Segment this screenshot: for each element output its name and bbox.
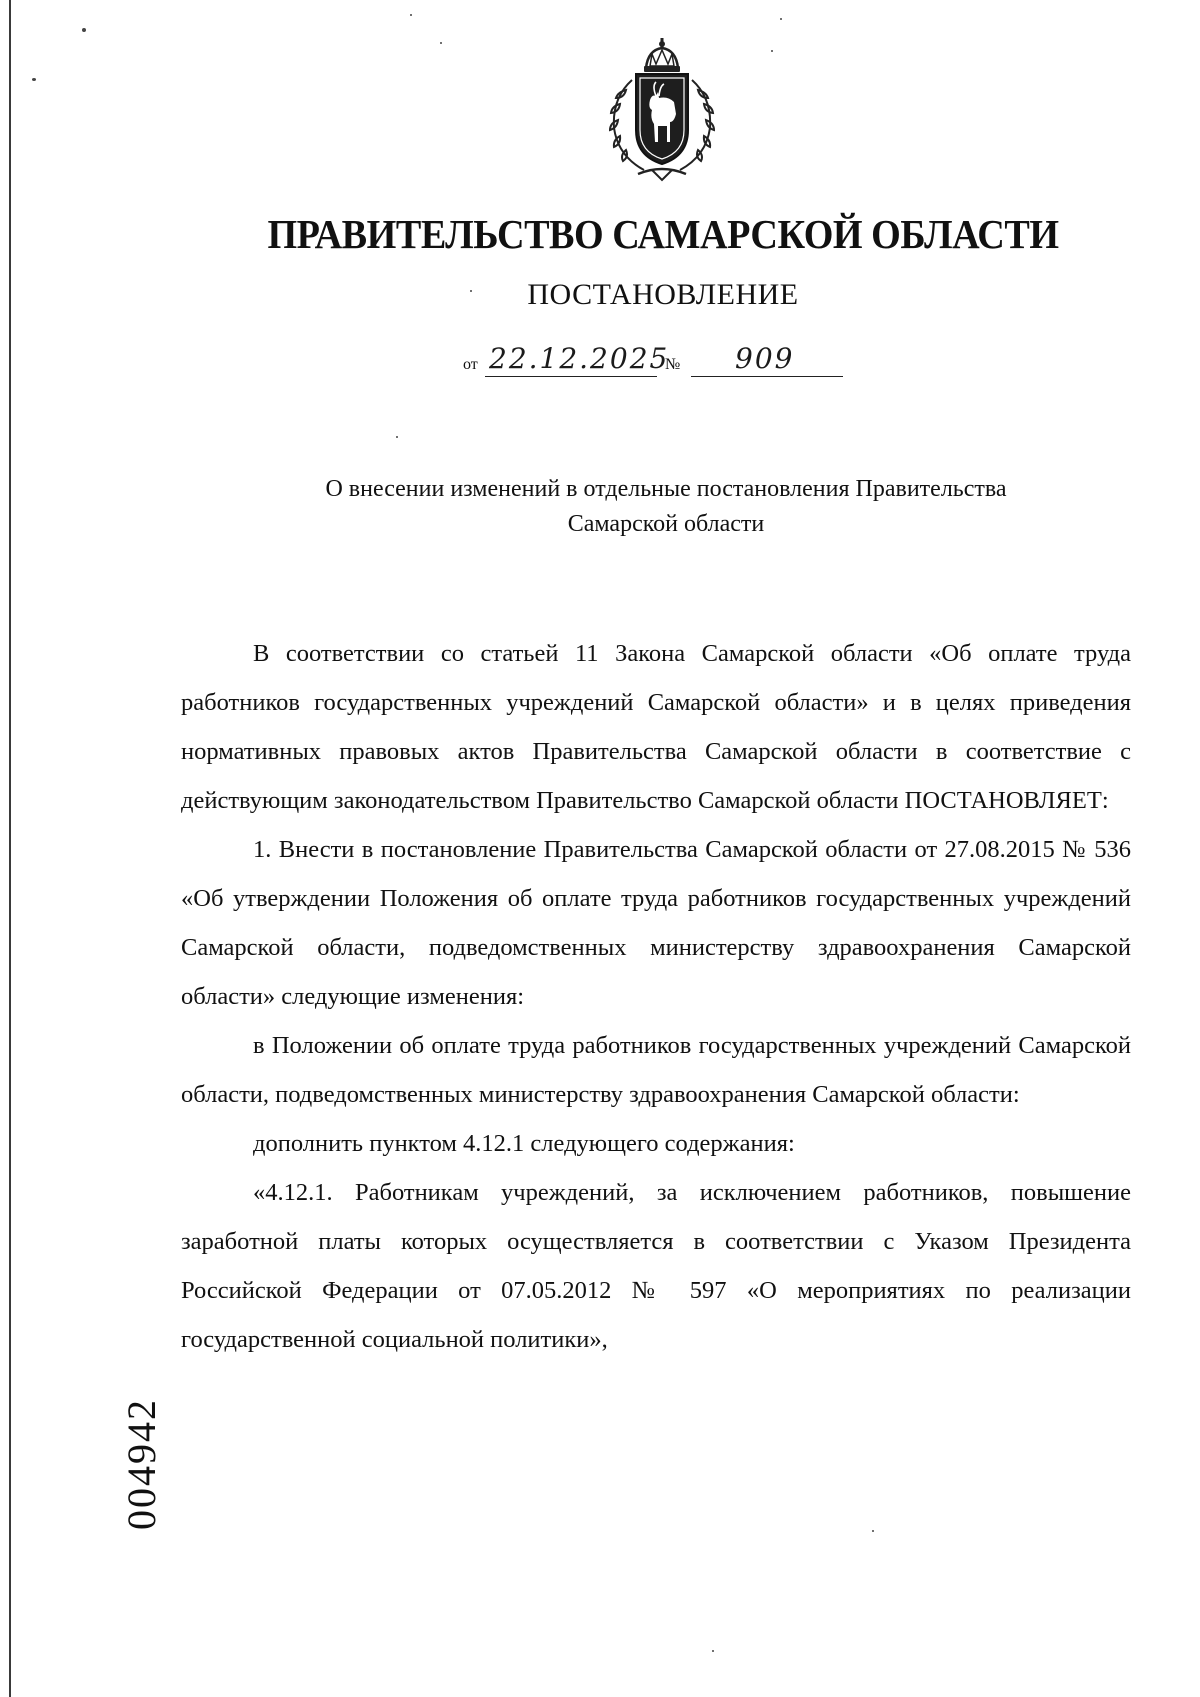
body-paragraph-4-12-1: «4.12.1. Работникам учреждений, за исключением работников, повышение заработной платы которых осуществляется в соответствии с Указом Президента Российской Федерации от 07.05.2012 № 597 «О мероприятиях по реализации государственной социальной политики»,: [181, 1179, 1131, 1353]
scan-speck: [396, 436, 398, 438]
body-paragraph-preamble: В соответствии со статьей 11 Закона Самарской области «Об оплате труда работников государственных учреждений Самарской области» и в целях приведения нормативных правовых актов Правительства Самарской области в соответствие с действующим законодательством Правительство Самарской области ПОСТАНОВЛЯЕТ:: [181, 640, 1131, 814]
document-body: [181, 629, 1131, 1364]
scan-speck: [780, 18, 782, 20]
document-type-title: ПОСТАНОВЛЕНИЕ: [527, 278, 799, 311]
government-title: ПРАВИТЕЛЬСТВО САМАРСКОЙ ОБЛАСТИ: [267, 211, 1059, 257]
date-underline: [485, 376, 657, 377]
scan-speck: [872, 1530, 874, 1532]
scan-speck: [440, 42, 442, 44]
date-prefix: от: [463, 356, 478, 373]
number-underline: [691, 376, 843, 377]
scan-speck: [410, 14, 412, 16]
number-prefix: №: [665, 356, 681, 373]
handwritten-date: 22.12.2025: [489, 342, 670, 375]
subject-line-2: Самарской области: [567, 511, 765, 537]
handwritten-number: 909: [735, 342, 795, 375]
scan-speck: [712, 1650, 714, 1652]
scan-speck: [82, 28, 86, 32]
margin-stamp-number: 004942: [119, 1398, 164, 1530]
scan-edge-line: [9, 0, 11, 1697]
subject-line-1: О внесении изменений в отдельные постановления Правительства: [325, 476, 1007, 502]
document-subject: [186, 472, 1146, 542]
scan-speck: [32, 78, 36, 81]
scan-speck: [771, 50, 773, 52]
body-paragraph-item-1: 1. Внести в постановление Правительства Самарской области от 27.08.2015 № 536 «Об утверждении Положения об оплате труда работников государственных учреждений Самарской области, подведомственных министерству здравоохранения Самарской области» следующие изменения:: [181, 836, 1131, 1010]
crown-icon: [644, 38, 680, 72]
coat-of-arms-emblem: [598, 38, 726, 183]
body-paragraph-regulation: в Положении об оплате труда работников государственных учреждений Самарской области, подведомственных министерству здравоохранения Самарской области:: [181, 1032, 1131, 1108]
body-paragraph-addition: дополнить пунктом 4.12.1 следующего содержания:: [253, 1130, 795, 1157]
